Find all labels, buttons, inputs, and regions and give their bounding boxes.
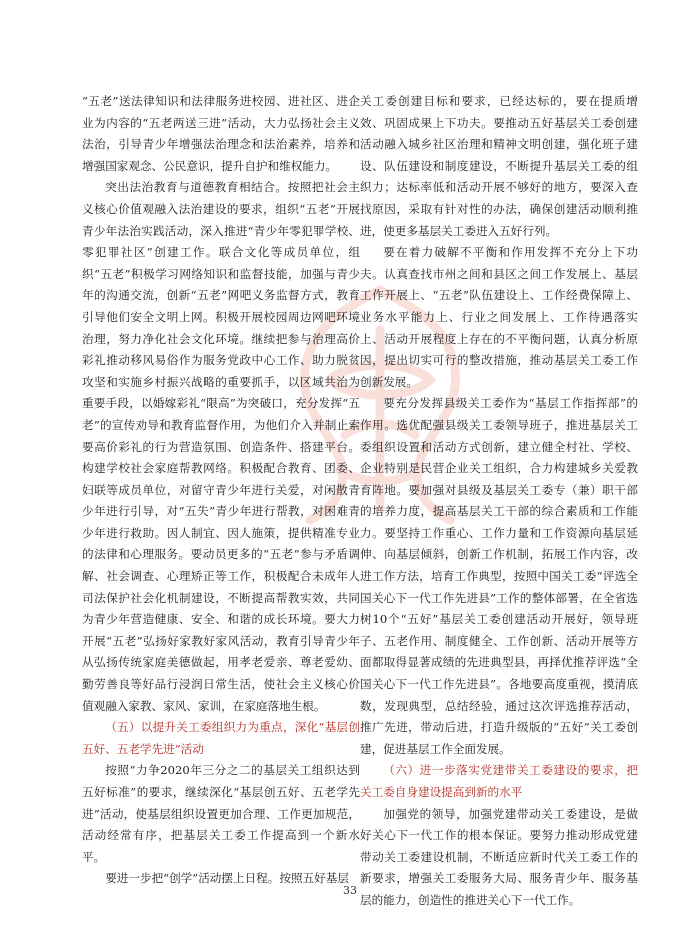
paragraph: 关工委创建目标和要求，已经达标的，要在提质增效、巩固成果上下功夫。要推动五好基层关工委创建活动融入城乡社区治理和精神文明创建，强化班子建设、队伍建设和制度建设，不断提升基层关工委的组织力；达标率低和活动开展不够好的地方，要深入查找原因，采取有针对性的办法，确保创建活动顺利推进，使更多基层关工委进入五好行列。 bbox=[360, 94, 638, 238]
paragraph: “五老”送法律知识和法律服务进校园、进社区、进企业为内容的“五老两送三进”活动，大力弘扬社会主义法治，引导青少年增强法治理念和法治素养，培养和增强国家观念、公民意识，提升自护和维权能力。 bbox=[82, 94, 360, 173]
left-column bbox=[82, 91, 360, 890]
paragraph: 要在着力破解不平衡和作用发挥不充分上下功夫。认真查找市州之间和县区之间工作发展上、基层工作开展上、“五老”队伍建设上、工作经费保障上、业务水平能力上、行业之间发展上、工作待遇落实上、活动开展程度上存在的不平衡问题，认真分析原因，提出切实可行的整改措施，推动基层关工委工作创新发展。 bbox=[360, 245, 638, 389]
section-heading: （五）以提升关工委组织力为重点，深化“基层创五好、五老学先进”活动 bbox=[82, 720, 360, 756]
paragraph: 按照“力争2020年三分之二的基层关工组织达到五好标准”的要求，继续深化“基层创五好、五老学先进”活动，使基层组织设置更加合理、工作更加规范，活动经常有序，把基层关工委工作提高到一个新水平。 bbox=[82, 763, 360, 864]
right-column bbox=[360, 91, 638, 912]
page-number: 33 bbox=[343, 884, 357, 897]
paragraph: 突出法治教育与道德教育相结合。按照把社会主义核心价值观融入法治建设的要求，组织“五老”开展青少年法治实践活动，深入推进“青少年零犯罪学校、零犯罪社区”创建工作。联合文化等成员单位，组织“五老”积极学习网络知识和监督技能，加强与青少年的沟通交流，创新“五老”网吧义务监督方式，教育引导他们安全文明上网。积极开展校园周边网吧环境治理，努力净化社会文化环境。继续把参与治理高价彩礼推动移风易俗作为服务党政中心工作、助力脱贫攻坚和实施乡村振兴战略的重要抓手，以区域共治为重要手段，以婚嫁彩礼“限高”为突破口，充分发挥“五老”的宣传劝导和教育监督作用，为他们介入并制止索要高价彩礼的行为营造氛围、创造条件、搭建平台。构建学校社会家庭帮教网络。积极配合教育、团委、妇联等成员单位，对留守青少年进行关爱，对闲散青少年进行引导，对“五失”青少年进行帮教，对困难青少年进行救助。因人制宜、因人施策，提供精准专业的法律和心理服务。要动员更多的“五老”参与矛盾调解、社会调查、心理矫正等工作，积极配合未成年人司法保护社会化机制建设，不断提高帮教实效，共同为青少年营造健康、安全、和谐的成长环境。要大力开展“五老”弘扬好家教好家风活动，教育引导青少年从弘扬传统家庭美德做起，用孝老爱亲、尊老爱幼、勤劳善良等好品行浸润日常生活，使社会主义核心价值观融入家教、家风、家训，在家庭落地生根。 bbox=[82, 180, 360, 713]
paragraph: 要充分发挥县级关工委作为“基层工作指挥部”的作用。选优配强县级关工委领导班子，推进基层关工委组织设置和活动方式创新，建立健全村社、学校、企业特别是民营企业关工组织，合力构建城乡关爱教育阵地。要加强对县级及基层关工委专（兼）职干部的培养力度，提高基层关工干部的综合素质和工作能力。要坚持工作重心、工作力量和工作资源向基层延伸、向基层倾斜，创新工作机制，拓展工作内容，改进工作方法，培育工作典型，按照中国关工委“评选全国关心下一代工作先进县”工作的整体部署，在全省选树10个“五好”基层关工委创建活动开展好，领导班子、五老作用、制度健全、工作创新、活动开展等方面都取得显著成绩的先进典型县，再择优推荐评选“全国关心下一代工作先进县”。各地要高度重视，摸清底数，发现典型，总结经验，通过这次评选推荐活动，推广先进，带动后进，打造升级版的“五好”关工委创建，促进基层工作全面发展。 bbox=[360, 396, 638, 756]
paragraph: 要进一步把“创学”活动摆上日程。按照五好基层 bbox=[105, 871, 349, 886]
paragraph: 加强党的领导，加强党建带动关工委建设，是做好关心下一代工作的根本保证。要努力推动形成党建带动关工委建设机制，不断适应新时代关工委工作的新要求，增强关工委服务大局、服务青少年、服务基层的能力，创造性的推进关心下一代工作。 bbox=[360, 806, 638, 907]
section-heading: （六）进一步落实党建带关工委建设的要求，把关工委自身建设提高到新的水平 bbox=[360, 763, 638, 799]
